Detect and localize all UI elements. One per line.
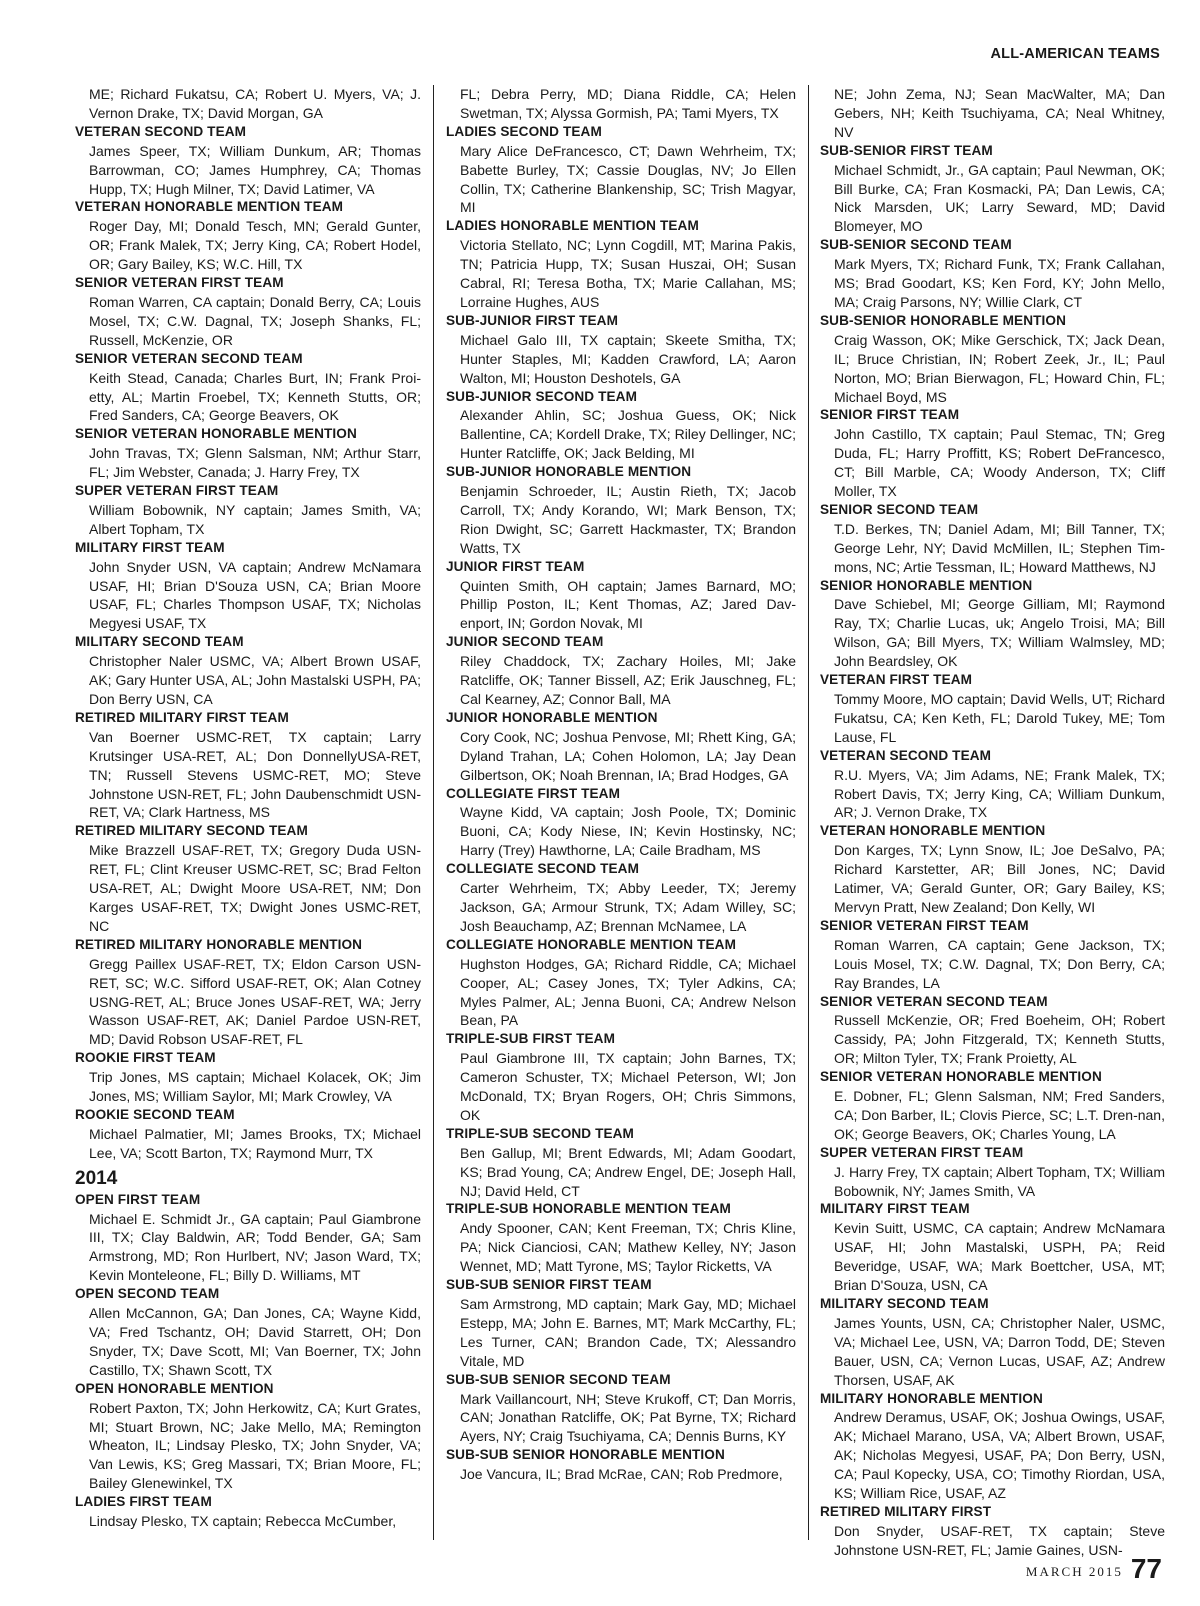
team-section-triple-sub-first-team (446, 1030, 796, 1125)
team-title: SUB-SUB SENIOR HONORABLE MENTION (446, 1447, 725, 1463)
team-members: John Travas, TX; Glenn Salsman, NM; Arthur Starr, FL; Jim Webster, Canada; J. Harry Frey, TX (89, 445, 421, 481)
team-members: Carter Wehrheim, TX; Abby Leeder, TX; Jeremy Jackson, GA; Armour Strunk, TX; Adam Willey, SC; Josh Beauchamp, AZ; Brennan McNamee, LA (460, 880, 796, 934)
team-members: Gregg Paillex USAF-RET, TX; Eldon Carson USN-RET, SC; W.C. Sifford USAF-RET, OK; Alan Cotney USNG-RET, AL; Bruce Jones USAF-RET, WA; Jerry Wasson USAF-RET, AK; Daniel Pardoe USN-RET, MD; David Robson USAF-RET, FL (89, 955, 421, 1048)
team-members: Trip Jones, MS captain; Michael Kolacek, OK; Jim Jones, MS; William Saylor, MI; Mark Crowley, VA (89, 1069, 421, 1105)
team-section-veteran-first-team (820, 671, 1165, 747)
team-members: R.U. Myers, VA; Jim Adams, NE; Frank Malek, TX; Robert Davis, TX; Jerry King, CA; William Dunkum, AR; J. Vernon Drake, TX (834, 766, 1165, 821)
team-members: Benjamin Schroeder, IL; Austin Rieth, TX; Jacob Carroll, TX; Andy Korando, WI; Mark Benson, TX; Rion Dwight, SC; Garrett Hackmaster, TX; Brandon Watts, TX (460, 483, 796, 556)
team-title: COLLEGIATE FIRST TEAM (446, 785, 621, 801)
team-section-veteran-honorable-mention-team (75, 198, 421, 274)
team-members: Michael Galo III, TX captain; Skeete Smitha, TX; Hunter Staples, MI; Kadden Crawford, LA; Aaron Walton, MI; Houston Deshotels, GA (460, 331, 796, 386)
team-section-sub-junior-honorable-mention (446, 463, 796, 558)
column-3 (820, 85, 1165, 1560)
team-members: Roman Warren, CA captain; Donald Berry, CA; Louis Mosel, TX; C.W. Dagnal, TX; Joseph Shanks, FL; Russell, McKenzie, OR (89, 293, 421, 348)
column-1 (75, 85, 421, 1531)
team-members: Roman Warren, CA captain; Gene Jackson, TX; Louis Mosel, TX; C.W. Dagnal, TX; Don Berry, CA; Ray Brandes, LA (834, 936, 1165, 991)
team-title: SUB-SENIOR SECOND TEAM (820, 237, 1012, 253)
team-title: LADIES HONORABLE MENTION TEAM (446, 218, 699, 234)
team-members: Lindsay Plesko, TX captain; Rebecca McCumber, (89, 1513, 397, 1530)
column-2 (446, 85, 796, 1484)
team-members: Kevin Suitt, USMC, CA captain; Andrew McNamara USAF, HI; John Mastalski, USPH, PA; Reid Beveridge, USAF, WA; Mark Boettcher, USA, MT; Brian D'Souza, USN, CA (834, 1220, 1165, 1294)
team-section-open-first-team (75, 1191, 421, 1286)
team-title: LADIES SECOND TEAM (446, 123, 602, 139)
team-members: Hughston Hodges, GA; Richard Riddle, CA; Michael Cooper, AL; Casey Jones, TX; Tyler Adkins, CA; Myles Palmer, AL; Jenna Buoni, CA; Andrew Nelson Bean, PA (460, 955, 796, 1029)
team-title: SENIOR VETERAN SECOND TEAM (75, 350, 303, 366)
team-members: Van Boerner USMC-RET, TX captain; Larry Krutsinger USA-RET, AL; Don DonnellyUSA-RET, TN; Russell Stevens USMC-RET, MO; Steve Johnstone USN-RET, FL; John Daubenschmidt USN-RET, VA; Clark Hartness, MS (89, 728, 421, 821)
team-title: SUB-SUB SENIOR SECOND TEAM (446, 1371, 671, 1387)
team-title: OPEN HONORABLE MENTION (75, 1380, 274, 1396)
team-members: Sam Armstrong, MD captain; Mark Gay, MD; Michael Estepp, MA; John E. Barnes, MT; Mark McCarthy, FL; Les Turner, CAN; Brandon Cade, TX; Alessandro Vitale, MD (460, 1296, 796, 1369)
team-section-super-veteran-first-team (75, 482, 421, 539)
team-members: Tommy Moore, MO captain; David Wells, UT; Richard Fukatsu, CA; Ken Keth, FL; Darold Tukey, ME; Tom Lause, FL (834, 691, 1165, 745)
team-section-ladies-first-team (75, 1493, 421, 1531)
year-heading: 2014 (75, 1167, 118, 1189)
team-members: Alexander Ahlin, SC; Joshua Guess, OK; Nick Ballentine, CA; Kordell Drake, TX; Riley Dellinger, NC; Hunter Ratcliffe, OK; Jack Belding, MI (460, 407, 796, 462)
team-section-ladies-second-team (446, 123, 796, 218)
team-members: Mary Alice DeFrancesco, CT; Dawn Wehrheim, TX; Babette Burley, TX; Cassie Douglas, NV; Jo Ellen Collin, TX; Catherine Blankenship, SC; Trish Magyar, MI (460, 142, 796, 216)
team-section-rookie-first-team (75, 1049, 421, 1106)
team-title: SENIOR VETERAN SECOND TEAM (820, 993, 1048, 1009)
team-members: William Bobownik, NY captain; James Smith, VA; Albert Topham, TX (89, 501, 421, 537)
team-title: MILITARY HONORABLE MENTION (820, 1390, 1043, 1406)
team-section-veteran-second-team (820, 747, 1165, 823)
team-members: Keith Stead, Canada; Charles Burt, IN; Frank Proi-etty, AL; Martin Froebel, TX; Kenneth Stutts, OR; Fred Sanders, CA; George Beavers, OK (89, 369, 421, 424)
team-title: TRIPLE-SUB HONORABLE MENTION TEAM (446, 1201, 731, 1217)
team-section-triple-sub-honorable-mention-team (446, 1200, 796, 1276)
team-title: LADIES FIRST TEAM (75, 1494, 212, 1510)
team-section-senior-veteran-honorable-mention (75, 425, 421, 482)
team-section-senior-veteran-honorable-mention (820, 1068, 1165, 1144)
team-title: COLLEGIATE SECOND TEAM (446, 861, 640, 877)
team-section-sub-sub-senior-honorable-mention (446, 1446, 796, 1484)
team-members: Mike Brazzell USAF-RET, TX; Gregory Duda USN-RET, FL; Clint Kreuser USMC-RET, SC; Brad Felton USA-RET, AL; Dwight Moore USA-RET, NM; Don Karges USAF-RET, TX; Dwight Jones USMC-RET, NC (89, 842, 421, 934)
team-members: Dave Schiebel, MI; George Gilliam, MI; Raymond Ray, TX; Charlie Lucas, uk; Angelo Troisi, MA; Bill Wilson, GA; Bill Myers, TX; William Walmsley, MD; John Beardsley, OK (834, 596, 1165, 670)
team-title: RETIRED MILITARY HONORABLE MENTION (75, 936, 363, 952)
team-title: RETIRED MILITARY SECOND TEAM (75, 823, 308, 839)
page-footer (1026, 1551, 1162, 1583)
team-section-ladies-honorable-mention-team (446, 217, 796, 312)
team-members: Quinten Smith, OH captain; James Barnard, MO; Phillip Poston, IL; Kent Thomas, AZ; Jared Dav-enport, IN; Gordon Novak, MI (460, 577, 796, 632)
team-title: VETERAN SECOND TEAM (820, 747, 992, 763)
team-section-junior-second-team (446, 633, 796, 709)
team-section-sub-sub-senior-first-team (446, 1276, 796, 1371)
team-members: Roger Day, MI; Donald Tesch, MN; Gerald Gunter, OR; Frank Malek, TX; Jerry King, CA; Robert Hodel, OR; Gary Bailey, KS; W.C. Hill, TX (89, 218, 421, 273)
team-members: Paul Giambrone III, TX captain; John Barnes, TX; Cameron Schuster, TX; Michael Peterson, WI; Jon McDonald, TX; Bryan Rogers, OH; Chris Simmons, OK (460, 1050, 796, 1123)
issue-date: MARCH 2015 (1025, 1564, 1123, 1579)
team-title: RETIRED MILITARY FIRST TEAM (75, 709, 289, 725)
team-title: SUPER VETERAN FIRST TEAM (820, 1144, 1024, 1160)
team-section-senior-veteran-first-team (75, 274, 421, 350)
team-title: JUNIOR HONORABLE MENTION (446, 709, 658, 725)
team-section-senior-honorable-mention (820, 577, 1165, 672)
team-members: Robert Paxton, TX; John Herkowitz, CA; Kurt Grates, MI; Stuart Brown, NC; Jake Mello, MA; Remington Wheaton, IL; Lindsay Plesko, TX; John Snyder, VA; Van Lewis, KS; Greg Massari, TX; Brian Moore, FL; Bailey Glenewinkel, TX (89, 1399, 421, 1492)
team-title: JUNIOR SECOND TEAM (446, 634, 604, 650)
team-members: Russell McKenzie, OR; Fred Boeheim, OH; Robert Cassidy, PA; John Fitzgerald, TX; Kenneth Stutts, OR; Milton Tyler, TX; Frank Proietty, AL (834, 1012, 1165, 1067)
team-title: SENIOR HONORABLE MENTION (820, 577, 1033, 593)
team-title: TRIPLE-SUB SECOND TEAM (446, 1125, 634, 1141)
team-title: SUB-SUB SENIOR FIRST TEAM (446, 1277, 652, 1293)
team-section-open-honorable-mention (75, 1380, 421, 1493)
team-members: Michael Schmidt, Jr., GA captain; Paul Newman, OK; Bill Burke, CA; Fran Kosmacki, PA; Dan Lewis, CA; Nick Marsden, UK; Larry Seward, MD; David Blomeyer, MO (834, 161, 1165, 235)
team-members: Christopher Naler USMC, VA; Albert Brown USAF, AK; Gary Hunter USA, AL; John Mastalski USPH, PA; Don Berry USN, CA (89, 653, 421, 707)
team-section-rookie-second-team (75, 1106, 421, 1163)
team-section-senior-second-team (820, 501, 1165, 577)
team-section-military-first-team (75, 539, 421, 634)
team-section-collegiate-second-team (446, 860, 796, 936)
team-members: Don Snyder, USAF-RET, TX captain; Steve Johnstone USN-RET, FL; Jamie Gaines, USN- (834, 1522, 1165, 1558)
team-title: SUPER VETERAN FIRST TEAM (75, 483, 279, 499)
team-title: SENIOR FIRST TEAM (820, 407, 960, 423)
team-members: Craig Wasson, OK; Mike Gerschick, TX; Jack Dean, IL; Bruce Christian, IN; Robert Zeek, Jr., IL; Paul Norton, MO; Brian Bierwagon, FL; Howard Chin, FL; Michael Boyd, MS (834, 331, 1165, 405)
team-title: SUB-JUNIOR FIRST TEAM (446, 312, 619, 328)
team-listing (0, 85, 1200, 1558)
team-members: James Younts, USN, CA; Christopher Naler, USMC, VA; Michael Lee, USN, VA; Darron Todd, DE; Steven Bauer, USN, CA; Vernon Lucas, USAF, AZ; Andrew Thorsen, USAF, AK (834, 1314, 1165, 1388)
team-section-veteran-second-team (75, 123, 421, 199)
team-section-collegiate-first-team (446, 785, 796, 861)
team-members: Mark Vaillancourt, NH; Steve Krukoff, CT; Dan Morris, CAN; Jonathan Ratcliffe, OK; Pat Byrne, TX; Richard Ayers, NY; Craig Tsuchiyama, CA; Dennis Burns, KY (460, 1390, 796, 1445)
team-members: J. Harry Frey, TX captain; Albert Topham, TX; William Bobownik, NY; James Smith, VA (834, 1163, 1165, 1199)
team-title: RETIRED MILITARY FIRST (820, 1503, 992, 1519)
team-members: Michael E. Schmidt Jr., GA captain; Paul Giambrone III, TX; Clay Baldwin, AR; Todd Bender, GA; Sam Armstrong, MD; Ron Hurlbert, NV; Jason Ward, TX; Kevin Monteleone, FL; Billy D. Williams, MT (89, 1210, 421, 1284)
team-section-military-second-team (75, 633, 421, 709)
team-title: VETERAN HONORABLE MENTION (820, 823, 1046, 839)
team-section-retired-military-first-team (75, 709, 421, 822)
team-title: JUNIOR FIRST TEAM (446, 558, 585, 574)
page-number: 77 (1130, 1553, 1162, 1584)
team-title: SENIOR VETERAN FIRST TEAM (820, 917, 1029, 933)
team-title: SUB-SENIOR FIRST TEAM (820, 142, 993, 158)
team-section-military-second-team (820, 1295, 1165, 1390)
team-section-sub-junior-second-team (446, 388, 796, 464)
team-members: T.D. Berkes, TN; Daniel Adam, MI; Bill Tanner, TX; George Lehr, NY; David McMillen, IL; Stephen Tim-mons, NC; Artie Tessman, IL; Howard Matthews, NJ (834, 520, 1165, 575)
team-section-military-honorable-mention (820, 1390, 1165, 1503)
team-members: John Castillo, TX captain; Paul Stemac, TN; Greg Duda, FL; Harry Proffitt, KS; Robert DeFrancesco, CT; Bill Marble, CA; Woody Anderson, TX; Cliff Moller, TX (834, 426, 1165, 500)
team-title: SUB-SENIOR HONORABLE MENTION (820, 312, 1066, 328)
team-section-retired-military-second-team (75, 822, 421, 935)
team-title: VETERAN SECOND TEAM (75, 123, 247, 139)
continued-entry: ME; Richard Fukatsu, CA; Robert U. Myers, VA; J. Vernon Drake, TX; David Morgan, GA (89, 86, 421, 121)
team-title: MILITARY FIRST TEAM (75, 539, 225, 555)
team-members: Andrew Deramus, USAF, OK; Joshua Owings, USAF, AK; Michael Marano, USA, VA; Albert Brown, USAF, AK; Nicholas Megyesi, USAF, PA; Don Berry, USN, CA; Paul Kopecky, USA, CO; Timothy Riordan, USA, KS; William Rice, USAF, AZ (834, 1409, 1165, 1502)
team-section-collegiate-honorable-mention-team (446, 936, 796, 1031)
team-title: TRIPLE-SUB FIRST TEAM (446, 1031, 615, 1047)
team-section-triple-sub-second-team (446, 1125, 796, 1201)
team-section-open-second-team (75, 1285, 421, 1380)
team-section-senior-veteran-second-team (75, 350, 421, 426)
team-members: E. Dobner, FL; Glenn Salsman, NM; Fred Sanders, CA; Don Barber, IL; Clovis Pierce, SC; L.T. Dren-nan, OK; George Beavers, OK; Charles Young, LA (834, 1088, 1165, 1142)
team-title: VETERAN HONORABLE MENTION TEAM (75, 199, 344, 215)
team-members: Wayne Kidd, VA captain; Josh Poole, TX; Dominic Buoni, CA; Kody Niese, IN; Kevin Hostinsky, NC; Harry (Trey) Hawthorne, LA; Caile Bradham, MS (460, 804, 796, 859)
team-title: VETERAN FIRST TEAM (820, 672, 973, 688)
team-section-junior-honorable-mention (446, 709, 796, 785)
team-title: MILITARY SECOND TEAM (820, 1296, 989, 1311)
team-title: ROOKIE SECOND TEAM (75, 1106, 235, 1122)
team-members: Andy Spooner, CAN; Kent Freeman, TX; Chris Kline, PA; Nick Cianciosi, CAN; Mathew Kelley, NY; Jason Wennet, MD; Matt Tyrone, MS; Taylor Ricketts, VA (460, 1220, 796, 1275)
team-title: SENIOR SECOND TEAM (820, 501, 979, 517)
running-header: ALL-AMERICAN TEAMS (990, 46, 1160, 62)
team-title: MILITARY FIRST TEAM (820, 1201, 970, 1217)
team-members: Ben Gallup, MI; Brent Edwards, MI; Adam Goodart, KS; Brad Young, CA; Andrew Engel, DE; Joseph Hall, NJ; David Held, CT (460, 1144, 796, 1199)
team-section-military-first-team (820, 1200, 1165, 1295)
team-members: Victoria Stellato, NC; Lynn Cogdill, MT; Marina Pakis, TN; Patricia Hupp, TX; Susan Huszai, OH; Susan Cabral, RI; Teresa Botha, TX; Marie Callahan, MS; Lorraine Hughes, AUS (460, 237, 796, 310)
team-members: Allen McCannon, GA; Dan Jones, CA; Wayne Kidd, VA; Fred Tschantz, OH; David Starrett, OH; Don Snyder, TX; Dave Scott, MI; Van Boerner, TX; John Castillo, TX; Shawn Scott, TX (89, 1305, 421, 1378)
team-title: OPEN SECOND TEAM (75, 1286, 220, 1302)
team-members: Don Karges, TX; Lynn Snow, IL; Joe DeSalvo, PA; Richard Karstetter, AR; Bill Jones, NC; David Latimer, VA; Gerald Gunter, OR; Gary Bailey, KS; Mervyn Pratt, New Zealand; Don Kelly, WI (834, 842, 1165, 915)
team-title: SENIOR VETERAN FIRST TEAM (75, 275, 284, 291)
team-title: SUB-JUNIOR SECOND TEAM (446, 388, 638, 404)
team-title: SENIOR VETERAN HONORABLE MENTION (820, 1069, 1102, 1085)
team-section-super-veteran-first-team (820, 1144, 1165, 1201)
team-title: ROOKIE FIRST TEAM (75, 1050, 216, 1066)
team-members: Cory Cook, NC; Joshua Penvose, MI; Rhett King, GA; Dyland Trahan, LA; Cohen Holomon, LA; Jay Dean Gilbertson, OK; Noah Brennan, IA; Brad Hodges, GA (460, 728, 796, 783)
team-section-sub-senior-honorable-mention (820, 312, 1165, 407)
team-section-senior-veteran-second-team (820, 993, 1165, 1069)
team-title: SENIOR VETERAN HONORABLE MENTION (75, 426, 357, 442)
team-title: OPEN FIRST TEAM (75, 1191, 201, 1207)
team-section-sub-senior-first-team (820, 142, 1165, 237)
team-title: SUB-JUNIOR HONORABLE MENTION (446, 464, 692, 480)
continued-entry: NE; John Zema, NJ; Sean MacWalter, MA; Dan Gebers, NH; Keith Tsuchiyama, CA; Neal Whitney, NV (834, 86, 1165, 140)
team-section-sub-junior-first-team (446, 312, 796, 388)
team-members: John Snyder USN, VA captain; Andrew McNamara USAF, HI; Brian D'Souza USN, CA; Brian Moore USAF, FL; Charles Thompson USAF, TX; Nicholas Megyesi USAF, TX (89, 558, 421, 632)
team-section-senior-veteran-first-team (820, 917, 1165, 993)
team-section-retired-military-honorable-mention (75, 936, 421, 1049)
team-section-junior-first-team (446, 558, 796, 634)
team-section-veteran-honorable-mention (820, 822, 1165, 917)
team-members: James Speer, TX; William Dunkum, AR; Thomas Barrowman, CO; James Humphrey, CA; Thomas Hupp, TX; Hugh Milner, TX; David Latimer, VA (89, 142, 421, 197)
team-members: Riley Chaddock, TX; Zachary Hoiles, MI; Jake Ratcliffe, OK; Tanner Bissell, AZ; Erik Jauschneg, FL; Cal Kearney, AZ; Connor Ball, MA (460, 653, 796, 707)
team-members: Michael Palmatier, MI; James Brooks, TX; Michael Lee, VA; Scott Barton, TX; Raymond Murr, TX (89, 1125, 421, 1161)
team-title: MILITARY SECOND TEAM (75, 634, 244, 650)
team-members: Joe Vancura, IL; Brad McRae, CAN; Rob Predmore, (460, 1466, 783, 1483)
team-title: COLLEGIATE HONORABLE MENTION TEAM (446, 936, 737, 952)
team-members: Mark Myers, TX; Richard Funk, TX; Frank Callahan, MS; Brad Goodart, KS; Ken Ford, KY; John Mello, MA; Craig Parsons, NY; Willie Clark, CT (834, 256, 1165, 310)
team-section-sub-sub-senior-second-team (446, 1371, 796, 1447)
team-section-senior-first-team (820, 406, 1165, 501)
team-section-sub-senior-second-team (820, 236, 1165, 312)
continued-entry: FL; Debra Perry, MD; Diana Riddle, CA; Helen Swetman, TX; Alyssa Gormish, PA; Tami Myers, TX (460, 86, 796, 121)
